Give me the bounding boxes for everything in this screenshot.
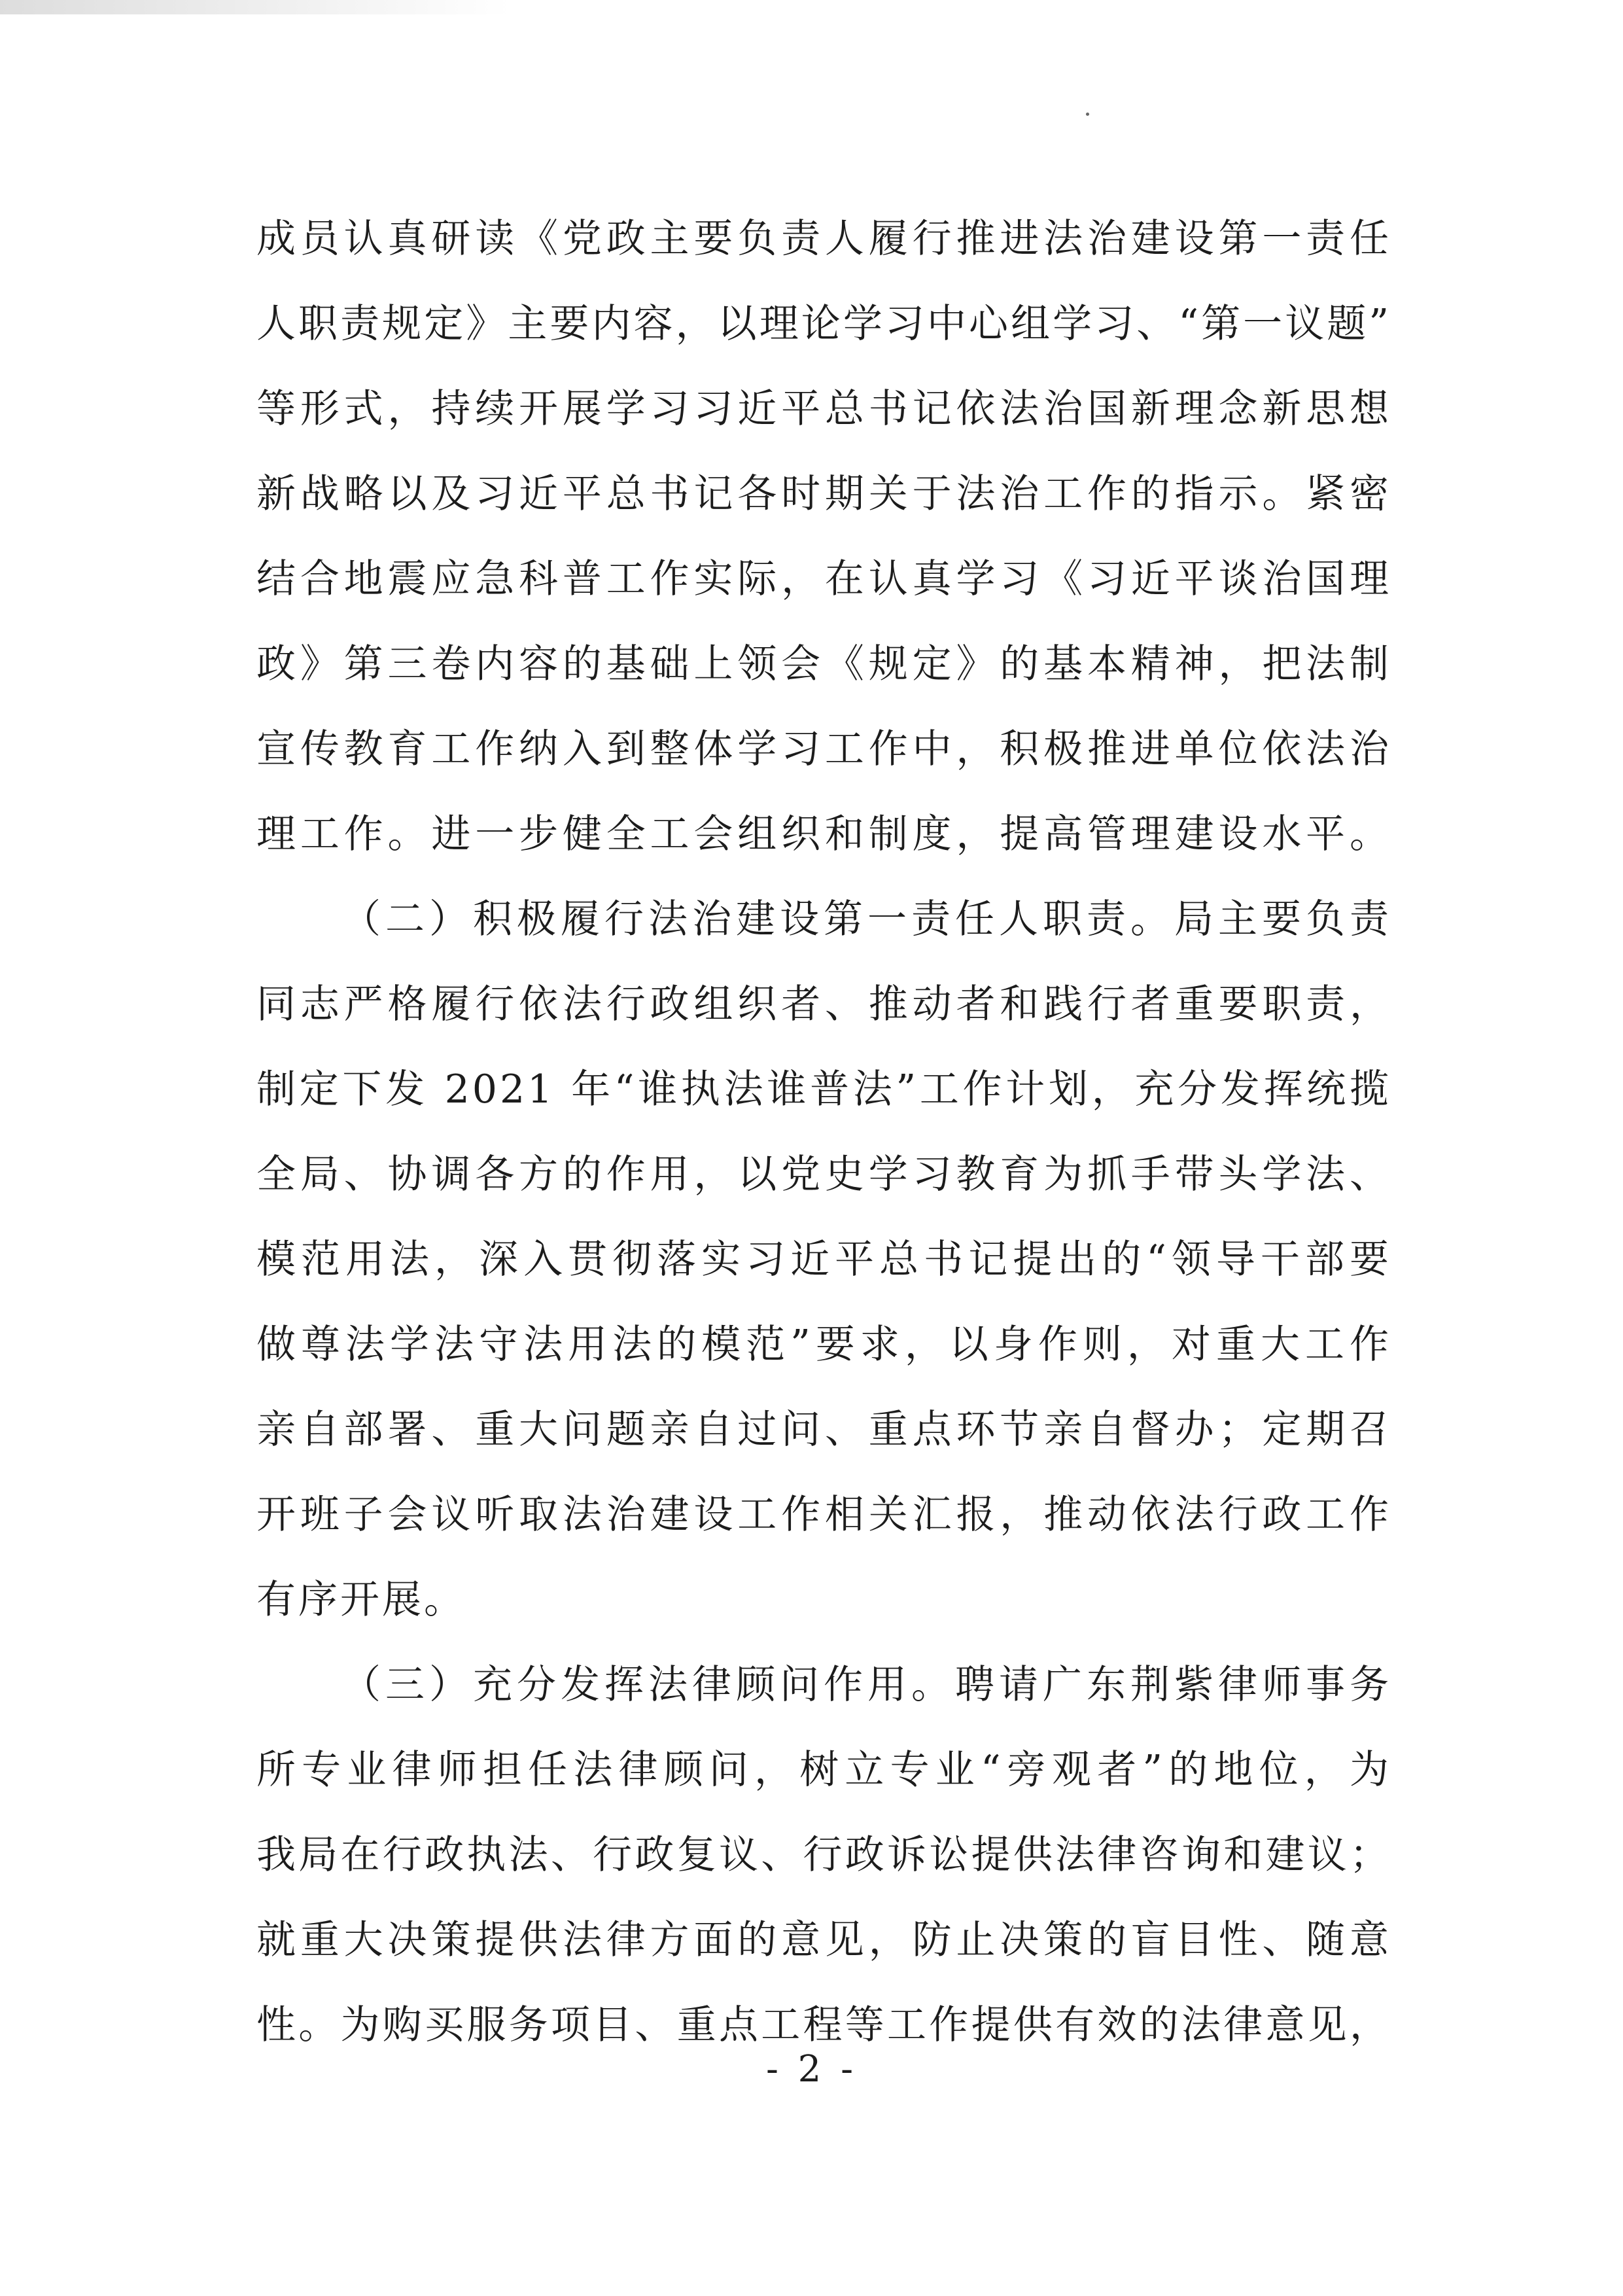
scan-speck xyxy=(1086,113,1089,116)
text-line: 同志严格履行依法行政组织者、推动者和践行者重要职责， xyxy=(256,981,1391,1027)
text-line: 我局在行政执法、行政复议、行政诉讼提供法律咨询和建议； xyxy=(256,1832,1391,1878)
text-line: 模范用法，深入贯彻落实习近平总书记提出的“领导干部要 xyxy=(256,1237,1391,1282)
text-line: 制定下发 2021 年“谁执法谁普法”工作计划，充分发挥统揽 xyxy=(256,1067,1391,1112)
text-line: 结合地震应急科普工作实际，在认真学习《习近平谈治国理 xyxy=(256,556,1391,602)
text-line: 就重大决策提供法律方面的意见，防止决策的盲目性、随意 xyxy=(256,1917,1391,1963)
section-heading-line: （二）积极履行法治建设第一责任人职责。局主要负责 xyxy=(341,896,1391,942)
text-line: 亲自部署、重大问题亲自过问、重点环节亲自督办；定期召 xyxy=(256,1407,1391,1453)
scan-edge-mark xyxy=(0,0,510,14)
text-line: 有序开展。 xyxy=(256,1577,466,1623)
page-number: - 2 - xyxy=(765,2048,858,2091)
text-line: 开班子会议听取法治建设工作相关汇报，推动依法行政工作 xyxy=(256,1492,1391,1538)
section-heading-line: （三）充分发挥法律顾问作用。聘请广东荆紫律师事务 xyxy=(341,1662,1391,1708)
text-line: 宣传教育工作纳入到整体学习工作中，积极推进单位依法治 xyxy=(256,726,1391,772)
text-line: 全局、协调各方的作用，以党史学习教育为抓手带头学法、 xyxy=(256,1152,1391,1197)
text-line: 理工作。进一步健全工会组织和制度，提高管理建设水平。 xyxy=(256,811,1391,857)
text-line: 性。为购买服务项目、重点工程等工作提供有效的法律意见， xyxy=(256,2002,1391,2048)
paragraph-2 xyxy=(256,877,1391,1642)
paragraph-1 xyxy=(256,196,1391,877)
text-line: 所专业律师担任法律顾问，树立专业“旁观者”的地位，为 xyxy=(256,1747,1391,1793)
text-line: 新战略以及习近平总书记各时期关于法治工作的指示。紧密 xyxy=(256,471,1391,517)
text-line: 政》第三卷内容的基础上领会《规定》的基本精神，把法制 xyxy=(256,641,1391,687)
text-line: 成员认真研读《党政主要负责人履行推进法治建设第一责任 xyxy=(256,216,1391,262)
text-line: 人职责规定》主要内容，以理论学习中心组学习、“第一议题” xyxy=(256,301,1391,347)
paragraph-3 xyxy=(256,1642,1391,2068)
document-body xyxy=(256,196,1391,2068)
text-line: 等形式，持续开展学习习近平总书记依法治国新理念新思想 xyxy=(256,386,1391,432)
text-line: 做尊法学法守法用法的模范”要求，以身作则，对重大工作 xyxy=(256,1322,1391,1368)
